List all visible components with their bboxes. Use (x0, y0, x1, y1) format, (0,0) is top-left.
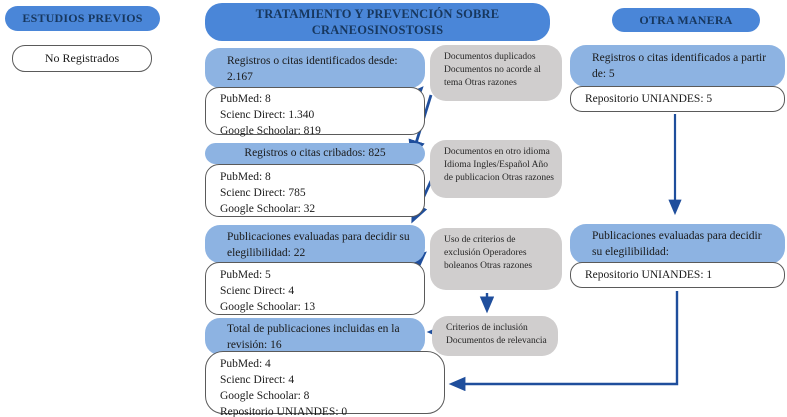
total-included-box: Total de publicaciones incluidas en la revisión: 16 (205, 318, 425, 355)
right-identified-box: Registros o citas identificados a partir de: 5 (570, 45, 785, 87)
detail-line: Scienc Direct: 4 (220, 374, 295, 386)
right-identified-detail-box: Repositorio UNIANDES: 5 (570, 86, 785, 112)
detail-line: PubMed: 4 (220, 358, 271, 370)
eligibility-evaluated-box: Publicaciones evaluadas para decidir su elegilibilidad: 22 (205, 225, 425, 263)
detail-line: PubMed: 8 (220, 171, 271, 183)
exclusion-note-criteria: Uso de criterios de exclusión Operadores boleanos Otras razones (430, 228, 562, 290)
no-registrados-box: No Registrados (12, 45, 152, 72)
detail-line: Google Schoolar: 8 (220, 390, 310, 402)
eligibility-evaluated-detail-box (205, 262, 425, 315)
exclusion-note-duplicates: Documentos duplicados Documentos no acorde al tema Otras razones (430, 45, 562, 101)
exclusion-note-language: Documentos en otro idioma Idioma Ingles/Español Año de publicacion Otras razones (430, 140, 562, 198)
total-included-detail-box (205, 351, 445, 417)
detail-line: Google Schoolar: 32 (220, 203, 316, 215)
header-otra-manera: OTRA MANERA (612, 8, 760, 32)
detail-line: PubMed: 5 (220, 269, 271, 281)
identified-records-detail-box (205, 87, 425, 135)
right-evaluated-box: Publicaciones evaluadas para decidir su elegilibilidad: (570, 224, 785, 264)
header-estudios-previos: ESTUDIOS PREVIOS (5, 6, 160, 31)
detail-line: Scienc Direct: 4 (220, 285, 295, 297)
right-evaluated-detail-box: Repositorio UNIANDES: 1 (570, 262, 785, 288)
detail-line: Scienc Direct: 1.340 (220, 109, 315, 121)
screened-records-box: Registros o citas cribados: 825 (205, 143, 425, 164)
detail-line: PubMed: 8 (220, 93, 271, 105)
header-tratamiento-prevencion: TRATAMIENTO Y PREVENCIÓN SOBRE CRANEOSINOSTOSIS (205, 3, 550, 41)
screened-records-detail-box (205, 164, 425, 217)
detail-line: Google Schoolar: 819 (220, 125, 321, 137)
detail-line: Repositorio UNIANDES: 0 (220, 406, 348, 417)
identified-records-box: Registros o citas identificados desde: 2.167 (205, 48, 425, 88)
detail-line: Google Schoolar: 13 (220, 301, 316, 313)
detail-line: Scienc Direct: 785 (220, 187, 306, 199)
inclusion-note-relevance: Criterios de inclusión Documentos de relevancia (432, 316, 558, 356)
